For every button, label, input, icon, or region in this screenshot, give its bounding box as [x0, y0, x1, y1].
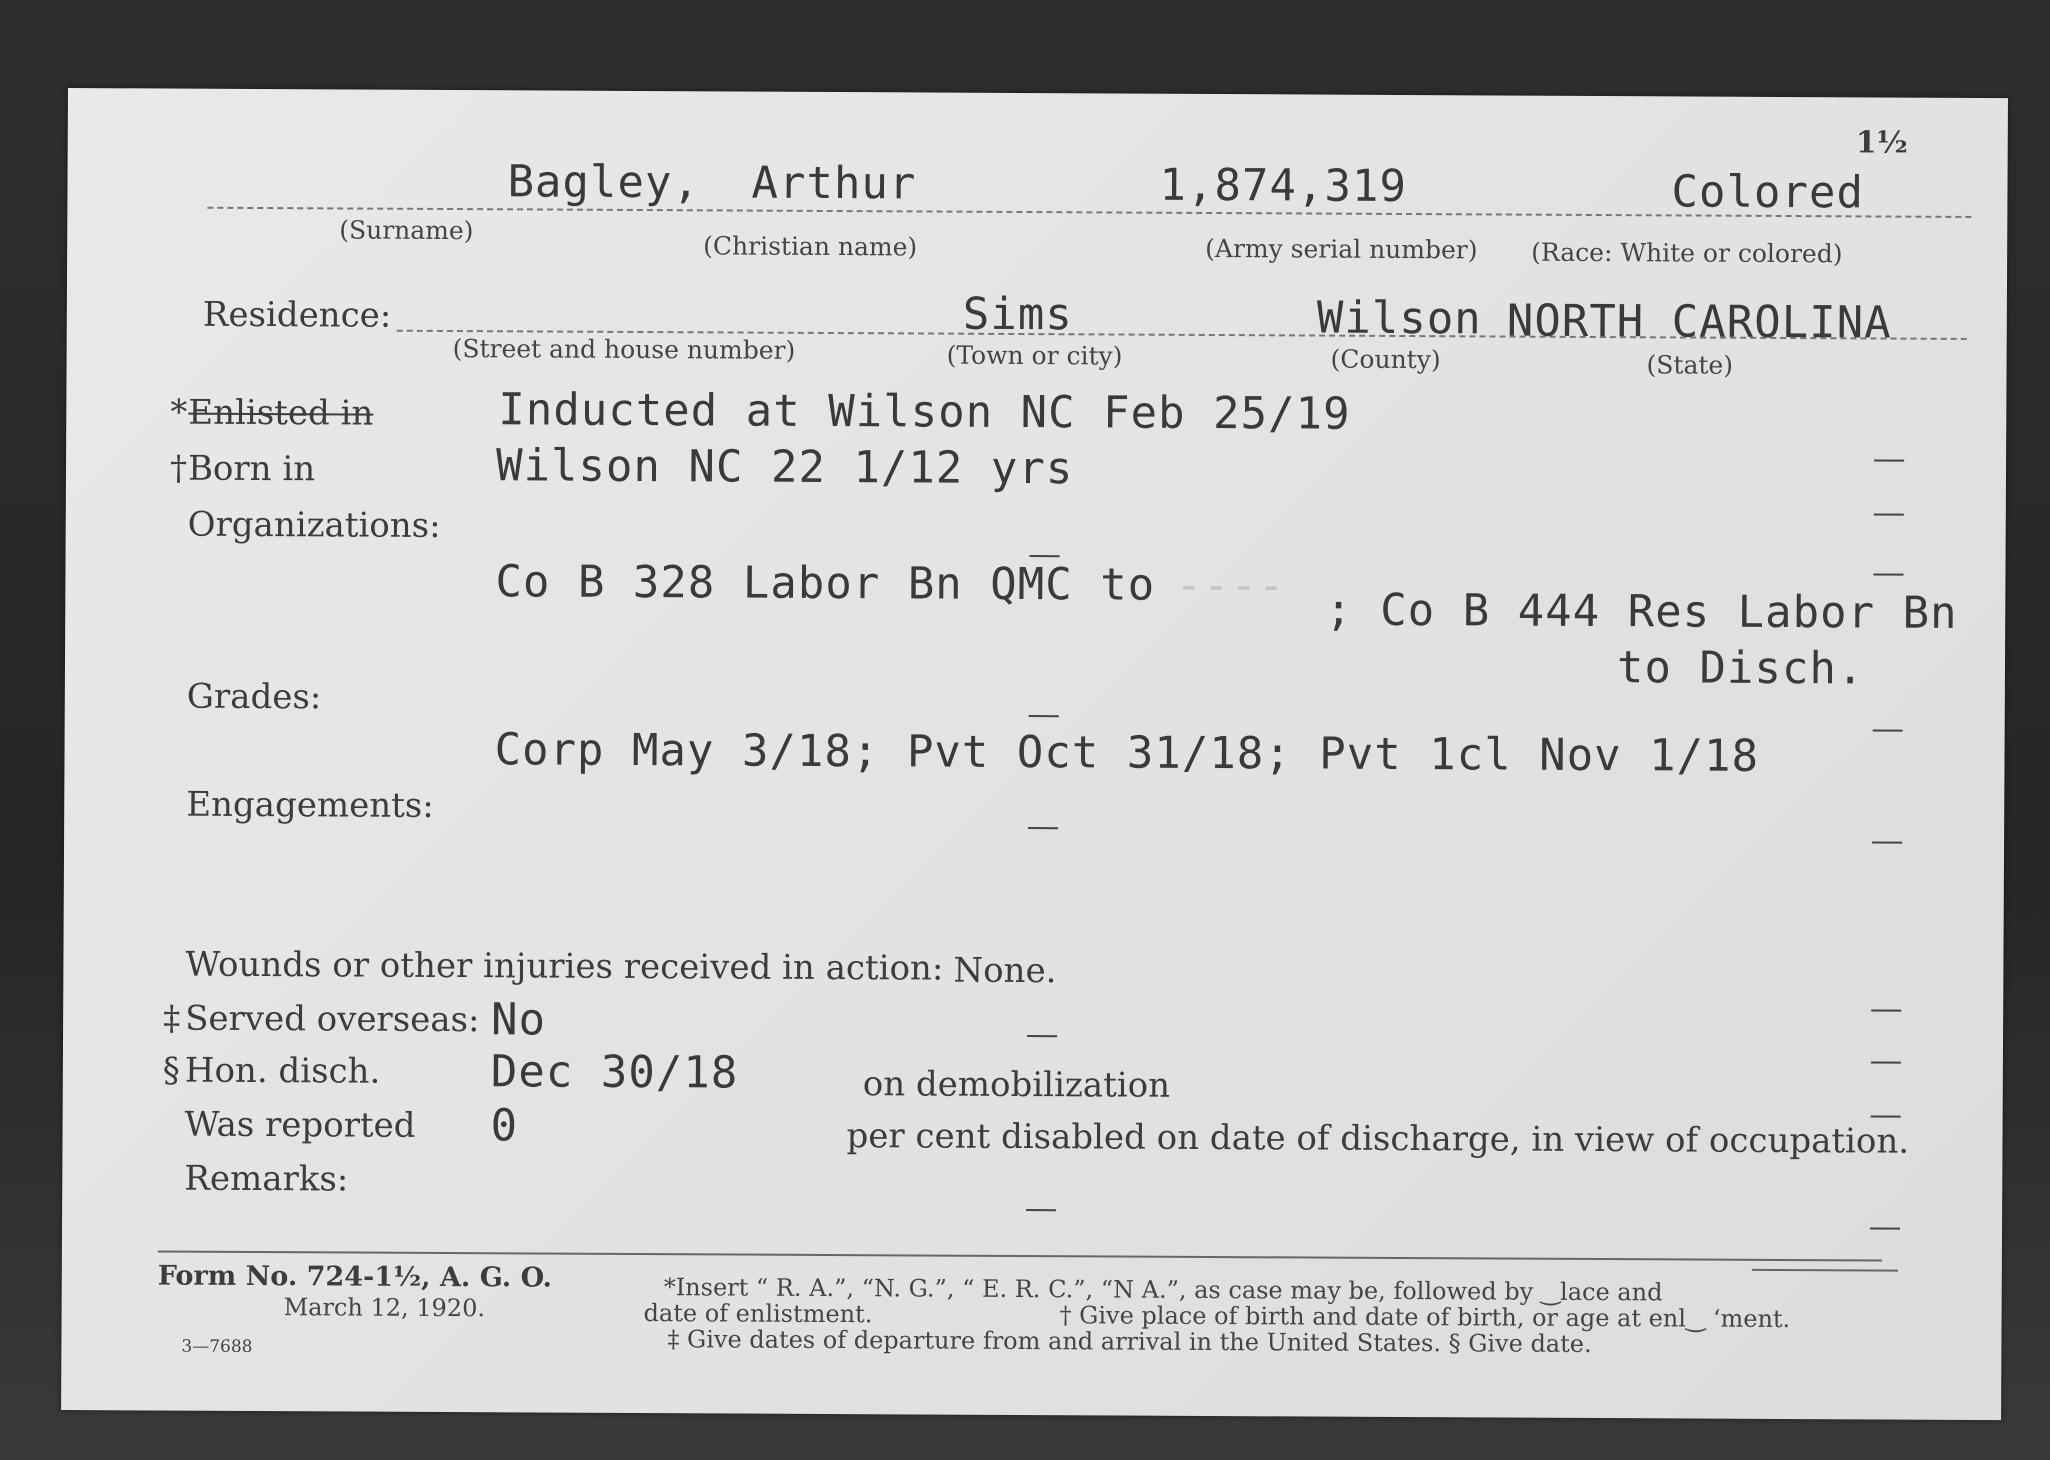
- form-date: March 12, 1920.: [283, 1293, 486, 1323]
- footer-rule-right: [1752, 1269, 1898, 1272]
- organizations-value-2: ; Co B 444 Res Labor Bn: [1325, 584, 1958, 639]
- wounds-value: None.: [953, 950, 1057, 992]
- row-dash: [1874, 459, 1904, 461]
- state-caption: (State): [1646, 350, 1734, 380]
- row-dash: [1870, 1227, 1900, 1229]
- serial-caption: (Army serial number): [1205, 233, 1478, 265]
- overseas-mark: ‡: [163, 998, 181, 1039]
- engagements-label: Engagements:: [186, 784, 434, 826]
- row-dash: [1874, 513, 1904, 515]
- born-label: Born in: [187, 448, 316, 490]
- born-mark: †: [169, 448, 188, 489]
- row-dash: [1871, 1061, 1901, 1063]
- surname-value: Bagley,: [507, 156, 701, 209]
- enlisted-mark: *: [170, 392, 188, 433]
- center-dash: [1028, 827, 1058, 829]
- center-dash: [1026, 1209, 1056, 1211]
- race-value: Colored: [1671, 166, 1865, 219]
- center-dash: [1027, 1035, 1057, 1037]
- county-value: Wilson: [1316, 292, 1482, 345]
- race-caption: (Race: White or colored): [1531, 237, 1843, 269]
- reported-label: Was reported: [184, 1104, 416, 1146]
- organizations-value-3: to Disch.: [1616, 642, 1865, 695]
- state-value: NORTH CAROLINA: [1506, 295, 1892, 349]
- footnote-overseas: ‡ Give dates of departure from and arrival in the United States. § Give date.: [667, 1325, 1592, 1358]
- serial-number-value: 1,874,319: [1159, 159, 1408, 213]
- print-code: 3—7688: [181, 1336, 253, 1357]
- footnote-birth: † Give place of birth and date of birth, or age at enl‿ ‘ment.: [1059, 1301, 1791, 1334]
- organizations-value-1: Co B 328 Labor Bn QMC to: [495, 556, 1156, 611]
- remarks-label: Remarks:: [184, 1158, 349, 1200]
- born-value: Wilson NC 22 1/12 yrs: [495, 440, 1074, 495]
- hon-value: Dec 30/18: [490, 1046, 739, 1099]
- christian-name-value: Arthur: [751, 157, 917, 210]
- christian-name-caption: (Christian name): [703, 231, 918, 262]
- overseas-label: Served overseas:: [185, 998, 480, 1041]
- residence-label: Residence:: [202, 294, 392, 336]
- reported-value: 0: [490, 1100, 519, 1152]
- footnote-enlistment: *Insert “ R. A.”, “N. G.”, “ E. R. C.”, “N A.”, as case may be, followed by ‿lace and: [663, 1273, 1663, 1307]
- town-value: Sims: [962, 288, 1073, 341]
- hon-label: Hon. disch.: [184, 1050, 381, 1092]
- organizations-faded: ----: [1175, 559, 1286, 612]
- row-dash: [1873, 729, 1903, 731]
- center-dash: [1029, 715, 1059, 717]
- center-dash: [1030, 555, 1060, 557]
- row-dash: [1871, 1115, 1901, 1117]
- form-number: Form No. 724-1½, A. G. O.: [157, 1260, 553, 1294]
- surname-caption: (Surname): [339, 215, 474, 246]
- town-caption: (Town or city): [946, 340, 1123, 371]
- enlisted-label: Enlisted in: [188, 392, 374, 434]
- street-caption: (Street and house number): [452, 334, 796, 365]
- hon-mark: §: [162, 1050, 180, 1091]
- county-caption: (County): [1330, 344, 1441, 375]
- service-record-card: [61, 88, 2008, 1420]
- grades-label: Grades:: [186, 676, 322, 718]
- footnote-enlistment-cont: date of enlistment.: [643, 1299, 873, 1329]
- reported-suffix: per cent disabled on date of discharge, in view of occupation.: [846, 1116, 1910, 1162]
- enlisted-value: Inducted at Wilson NC Feb 25/19: [498, 384, 1351, 440]
- row-dash: [1872, 841, 1902, 843]
- row-dash: [1871, 1009, 1901, 1011]
- hon-suffix: on demobilization: [862, 1064, 1171, 1106]
- corner-number: 1½: [1855, 125, 1908, 161]
- row-dash: [1873, 573, 1903, 575]
- overseas-value: No: [490, 994, 547, 1046]
- wounds-label: Wounds or other injuries received in action:: [185, 944, 944, 989]
- grades-value: Corp May 3/18; Pvt Oct 31/18; Pvt 1cl Nov 1/18: [494, 724, 1760, 782]
- footer-rule-left: [158, 1250, 1882, 1261]
- organizations-label: Organizations:: [187, 504, 441, 546]
